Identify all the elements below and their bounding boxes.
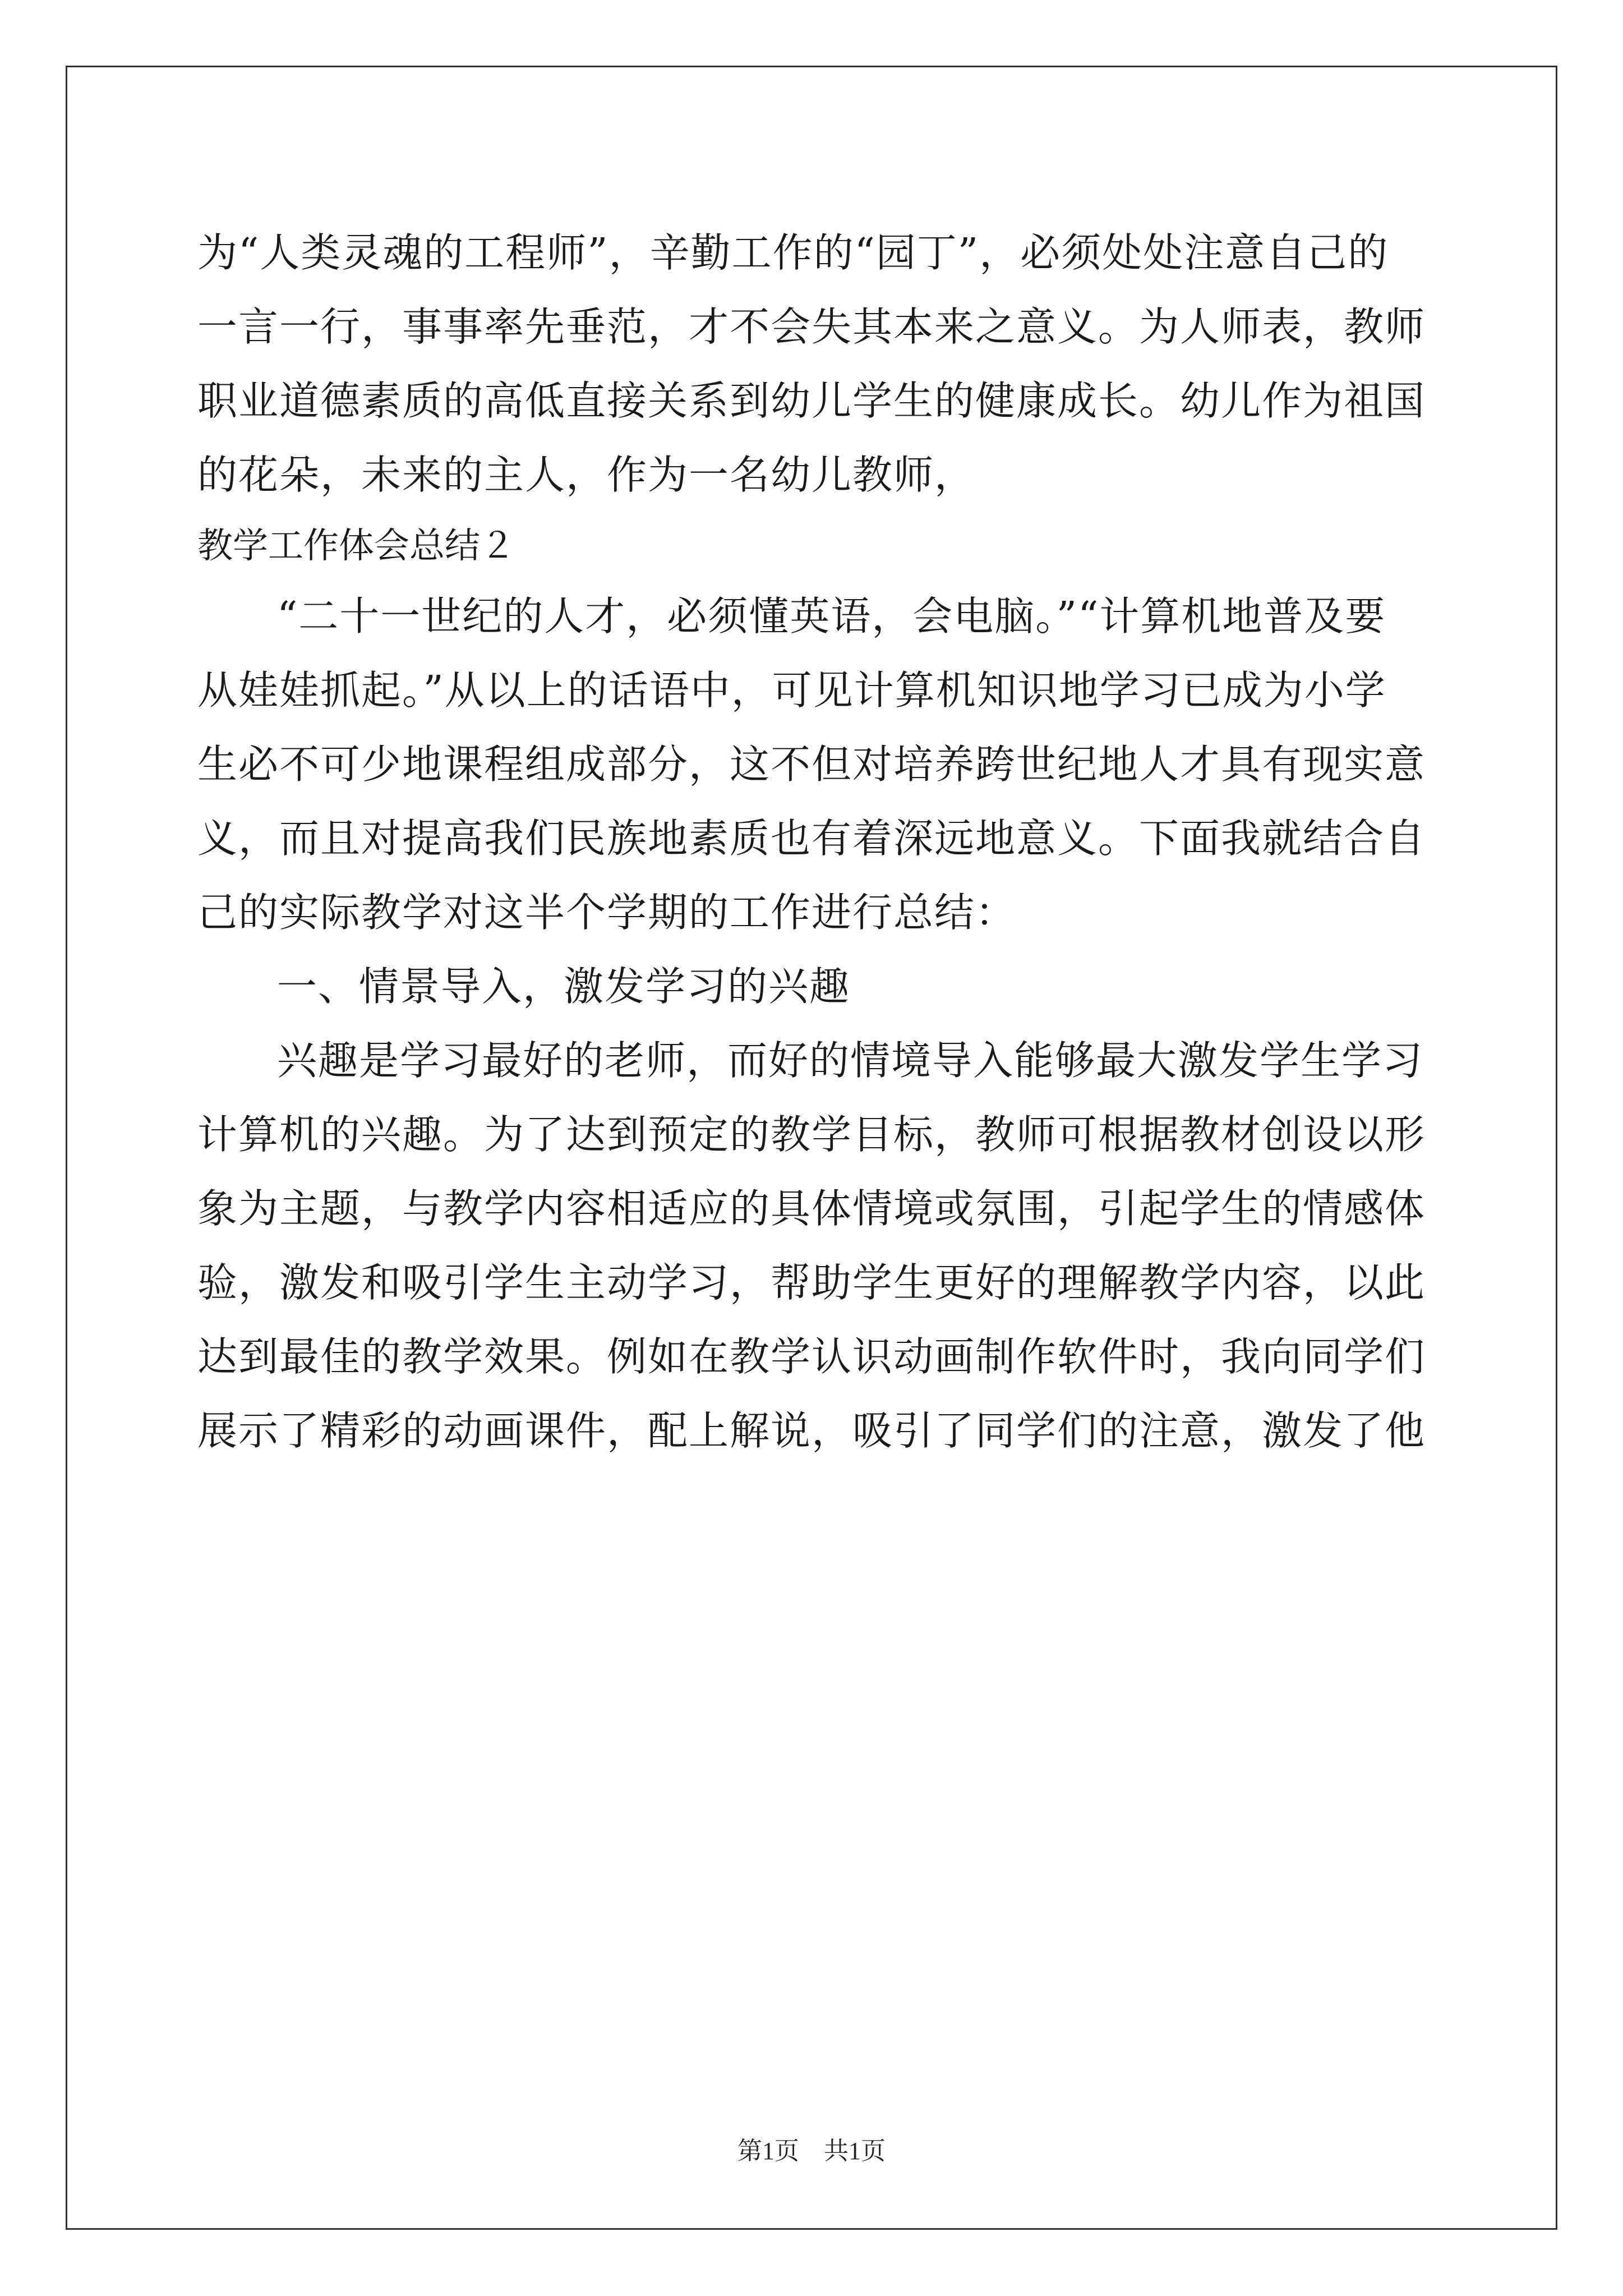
paragraph-2-line-3: 生必不可少地课程组成部分，这不但对培养跨世纪地人才具有现实意	[197, 741, 1426, 788]
document-body	[197, 216, 1426, 1468]
paragraph-3-line-6: 展示了精彩的动画课件，配上解说，吸引了同学们的注意，激发了他	[197, 1407, 1426, 1454]
paragraph-1-line-1: 为“人类灵魂的工程师”，辛勤工作的“园丁”，必须处处注意自己的	[197, 229, 1389, 276]
section-1-title: 一、情景导入，激发学习的兴趣	[277, 963, 851, 1010]
paragraph-2-line-5: 己的实际教学对这半个学期的工作进行总结：	[197, 889, 1017, 936]
section-heading: 教学工作体会总结２	[197, 525, 515, 566]
paragraph-1-line-3: 职业道德素质的高低直接关系到幼儿学生的健康成长。幼儿作为祖国	[197, 378, 1426, 424]
paragraph-1-line-2: 一言一行，事事率先垂范，才不会失其本来之意义。为人师表，教师	[197, 303, 1426, 350]
paragraph-2-line-4: 义，而且对提高我们民族地素质也有着深远地意义。下面我就结合自	[197, 815, 1426, 862]
paragraph-3-line-4: 验，激发和吸引学生主动学习，帮助学生更好的理解教学内容，以此	[197, 1259, 1426, 1306]
paragraph-2-line-2: 从娃娃抓起。”从以上的话语中，可见计算机知识地学习已成为小学	[197, 667, 1386, 714]
page-number-footer: 第1页 共1页	[737, 2137, 886, 2165]
paragraph-3-line-2: 计算机的兴趣。为了达到预定的教学目标，教师可根据教材创设以形	[197, 1111, 1426, 1158]
paragraph-3-line-3: 象为主题，与教学内容相适应的具体情境或氛围，引起学生的情感体	[197, 1185, 1426, 1232]
paragraph-3-line-5: 达到最佳的教学效果。例如在教学认识动画制作软件时，我向同学们	[197, 1333, 1426, 1380]
paragraph-2-line-1: “二十一世纪的人才，必须懂英语，会电脑。”“计算机地普及要	[277, 593, 1386, 639]
paragraph-3-line-1: 兴趣是学习最好的老师，而好的情境导入能够最大激发学生学习	[277, 1037, 1424, 1084]
paragraph-1-line-4: 的花朵，未来的主人，作为一名幼儿教师，	[197, 452, 976, 498]
